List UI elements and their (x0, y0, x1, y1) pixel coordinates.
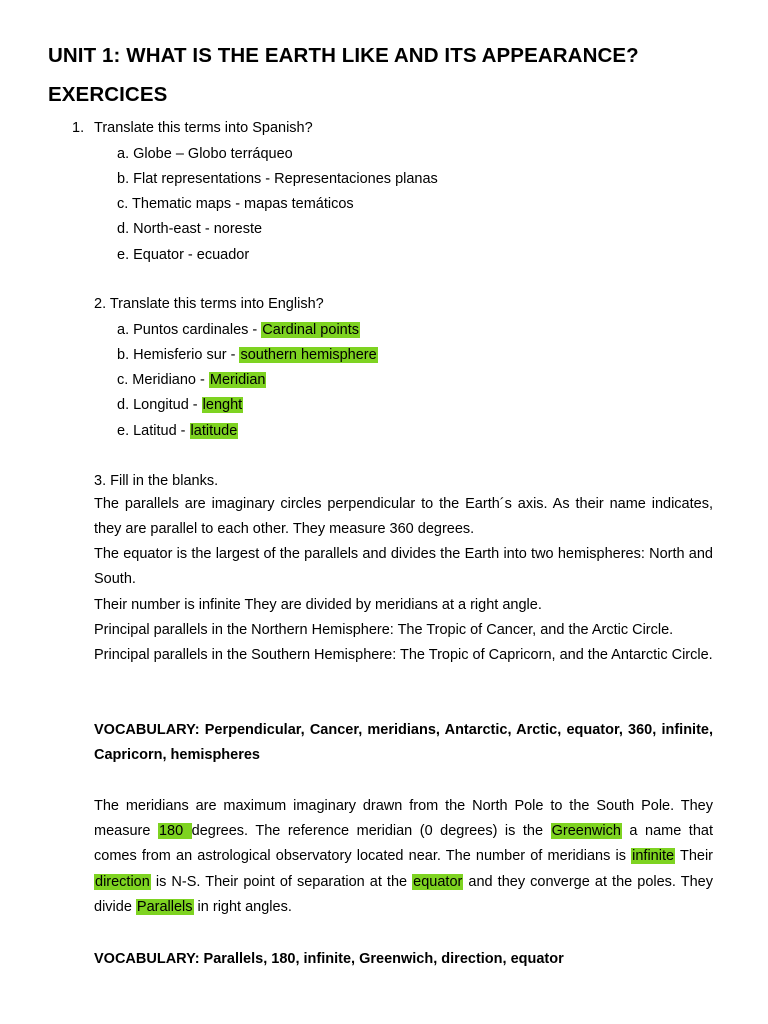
exercises-title: EXERCICES (48, 83, 168, 106)
q2-item-c-answer: Meridian (209, 372, 266, 388)
answer-parallels: Parallels (136, 898, 193, 915)
q3-heading: 3. Fill in the blanks. (94, 473, 219, 489)
q2-item-b-prefix: b. Hemisferio sur - (117, 347, 240, 363)
q2-item-d-prefix: d. Longitud - (117, 397, 202, 413)
q2-item-c-prefix: c. Meridiano - (117, 372, 209, 388)
meridians-text-3: a name that comes from an astrological observatory located near. The number of meridians is (94, 823, 713, 865)
meridians-text-2: degrees. The reference meridian (0 degrees) is the (191, 823, 551, 840)
q1-number: 1. (72, 120, 85, 136)
q2-item-d (117, 396, 243, 414)
meridians-text-4: Their (675, 848, 713, 865)
q3-paragraph-2: The equator is the largest of the parallels and divides the Earth into two hemispheres: North and South. (94, 546, 713, 588)
meridians-text-5: is N-S. Their point of separation at the (150, 873, 413, 890)
q2-item-e (117, 422, 238, 440)
meridians-paragraph (94, 794, 713, 920)
q1-item-d: d. North-east - noreste (117, 221, 263, 237)
answer-greenwich: Greenwich (551, 823, 621, 840)
vocabulary-2: VOCABULARY: Parallels, 180, infinite, Greenwich, direction, equator (94, 951, 564, 967)
q2-item-e-prefix: e. Latitud - (117, 423, 190, 439)
q1-item-a: a. Globe – Globo terráqueo (117, 146, 293, 162)
answer-180: 180 (158, 823, 191, 840)
answer-infinite: infinite (632, 848, 675, 865)
vocabulary-1: VOCABULARY: Perpendicular, Cancer, meridians, Antarctic, Arctic, equator, 360, infinite, Capricorn, hemispheres (94, 722, 713, 764)
q2-item-a (117, 321, 360, 339)
q2-item-a-prefix: a. Puntos cardinales - (117, 322, 262, 338)
meridians-text-7: in right angles. (193, 898, 292, 915)
q2-item-b-answer: southern hemisphere (240, 347, 377, 363)
q2-item-d-answer: lenght (202, 397, 243, 413)
unit-title: UNIT 1: WHAT IS THE EARTH LIKE AND ITS APPEARANCE? (48, 44, 639, 67)
q2-item-c (117, 371, 266, 389)
q3-paragraph-3: Their number is infinite They are divided by meridians at a right angle. (94, 597, 542, 613)
q3-paragraph-1: The parallels are imaginary circles perpendicular to the Earth´s axis. As their name indicates, they are parallel to each other. They measure 360 degrees. (94, 496, 713, 538)
answer-direction: direction (95, 873, 150, 890)
meridians-text-1: The meridians are maximum imaginary drawn from the North Pole to the South Pole. They measure (94, 798, 713, 840)
q1-item-b: b. Flat representations - Representaciones planas (117, 171, 438, 187)
answer-equator: equator (413, 873, 463, 890)
q3-paragraph-4: Principal parallels in the Northern Hemisphere: The Tropic of Cancer, and the Arctic Circle. (94, 622, 674, 638)
meridians-text-6: and they converge at the poles. They divide (94, 873, 713, 915)
q2-heading: 2. Translate this terms into English? (94, 296, 324, 312)
q1-heading: Translate this terms into Spanish? (94, 120, 313, 136)
q3-paragraph-5: Principal parallels in the Southern Hemisphere: The Tropic of Capricorn, and the Antarctic Circle. (94, 647, 713, 663)
q2-item-e-answer: latitude (190, 423, 238, 439)
q2-item-a-answer: Cardinal points (262, 322, 360, 338)
q2-item-b (117, 346, 378, 364)
q1-item-e: e. Equator - ecuador (117, 247, 250, 263)
q1-item-c: c. Thematic maps - mapas temáticos (117, 196, 354, 212)
